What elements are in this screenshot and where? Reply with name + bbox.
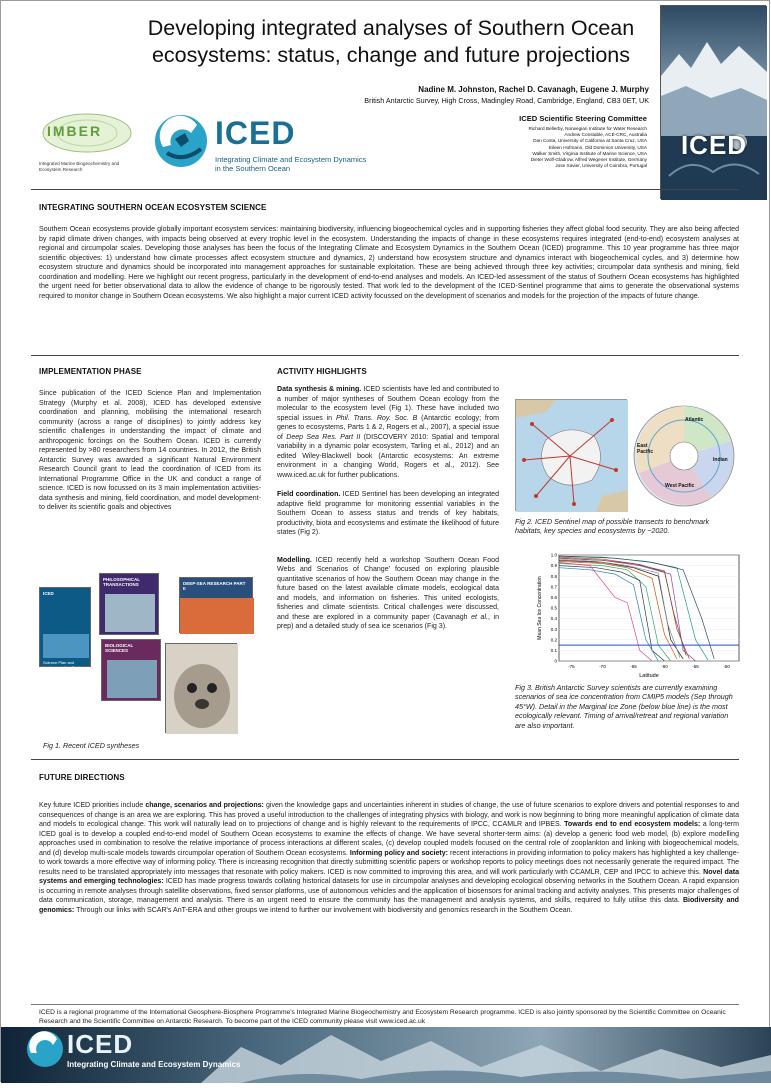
book-photo [43, 634, 89, 658]
committee-member: Eileen Hofmann, Old Dominion University, USA [548, 144, 647, 150]
iced-emblem-icon [153, 111, 213, 171]
imber-subtitle-1: Integrated Marine Biogeochemistry and [39, 161, 120, 166]
activity-data-synthesis [277, 385, 499, 480]
committee-member: Walker Smith, Virginia Institute of Marine Science, USA [532, 150, 647, 156]
steering-committee [471, 114, 647, 169]
divider [31, 189, 739, 190]
iced-photo-label: ICED [680, 130, 748, 160]
iced-logo-subtitle-2: in the Southern Ocean [215, 164, 291, 173]
text: Key future ICED priorities include [39, 802, 146, 809]
activity-body [277, 385, 499, 632]
lead-term: Data synthesis & mining. [277, 386, 362, 393]
text: , in prep) and a detailed study of sea ice scenarios (Fig 3). [277, 613, 499, 630]
y-tick-label: 0.5 [550, 605, 557, 611]
implementation-heading: IMPLEMENTATION PHASE [39, 367, 142, 376]
activity-field-coordination [277, 490, 499, 538]
text: Through our links with SCAR's AnT-ERA and other groups we intend to further our involvement with biodiversity and genomics research in the Southern Ocean. [74, 906, 573, 914]
fig3-caption: Fig 3. British Antarctic Survey scientists are currently examining scenarios of sea ice concentration from CMIP5 models (Sep through 45°W). Detail in the Marginal Ice Zone (below blue line) is the most ecologically relevant. Timing of arrival/retreat and regional variation are also important. [515, 683, 733, 730]
text: ICED Sentinel has been developing an integrated adaptive field programme for monitoring essential variables in the Southern Ocean to assess status and trends of key habitats, productivity, biota and ecosystems and estimate the likelihood of future states (Fig 2). [277, 491, 500, 536]
bottom-banner [1, 1027, 771, 1083]
divider [31, 355, 739, 356]
committee-member: Dan Costa, University of California at Santa Cruz, USA [533, 138, 647, 144]
fig3-chart [515, 551, 745, 679]
x-tick-label: -65 [630, 664, 637, 669]
book-title: PHILOSOPHICAL TRANSACTIONS [103, 577, 140, 587]
iced-logo-subtitle [215, 155, 366, 173]
committee-member: Andrew Constable, ACE-CRC, Australia [564, 132, 647, 138]
text: given the knowledge gaps and uncertainties inherent in studies of change, the use of future scenarios to explore drivers and potential responses to and consequences of change is an area we are exploring. This has proved a useful introduction to the challenges of integrating physics with biology, and work is now beginning to bring more meaningful application of climate data and models to ecological change. This work will naturally lead on to projections of change and is highly relevant to the requirements of IPCC, CCAMLR and IPBES. [39, 802, 739, 828]
activity-heading: ACTIVITY HIGHLIGHTS [277, 367, 367, 376]
x-tick-label: -50 [723, 664, 730, 669]
text: ICED scientists have led and contributed to a number of major syntheses of Southern Ocean ecology from the molecular to the ecosystem level (Fig 1). These have included two special issues in [277, 386, 499, 422]
ice-landscape-image [661, 6, 767, 200]
lead-term: Field coordination. [277, 491, 341, 498]
sector-label: Atlantic [685, 417, 704, 423]
text: ICED recently held a workshop 'Southern Ocean Food Webs and Scenarios of Change' focused on exploring plausible quantitative scenarios of how the Southern Ocean may change in the future based on the latest available climate models, ecological data and models, and information on fisheries. This united ecologists, fisheries and climate scientists. Critical challenges were discussed, and these are explored in a community paper (Cavanagh [277, 556, 499, 621]
fig1-book-collage [39, 573, 271, 738]
seal-photo [165, 643, 237, 733]
book-title: ICED [43, 591, 54, 596]
imber-logo [39, 113, 154, 179]
banner-iced-wordmark: ICED [67, 1029, 134, 1059]
y-tick-label: 0.4 [550, 616, 557, 622]
y-tick-label: 0.2 [550, 637, 557, 643]
book-photo [180, 598, 254, 634]
footnote: ICED is a regional programme of the International Geosphere-Biosphere Programme's Integrated Marine Biogeochemistry and Ecosystem Research programme. ICED is also jointly sponsored by the Scientific Committee on Oceanic Research and the Scientific Committee on Antarctic Research. To become part of the ICED community please visit www.iced.ac.uk [39, 1009, 726, 1025]
text: recent interactions in providing information to policy makers has highlighted a key challenge- to work towards a more effective way of informing policy. There is increasing recognition that directly submitting scientific papers or workshop reports to policy meetings does not necessarily generate the required impact. The results need to be translated appropriately into messages that resonate with policy makers. ICED is now committed to improving this area, and will work particularly with CCAMLR, CEP and IPCC to achieve this. [39, 849, 739, 876]
sector-label: East Pacific [637, 443, 654, 455]
book-cover [179, 577, 253, 633]
banner-tagline: Integrating Climate and Ecosystem Dynamics [67, 1060, 241, 1069]
journal-name: Phil. Trans. Roy. Soc. B [335, 414, 418, 422]
fig2-transect-map [515, 399, 627, 511]
activity-modelling [277, 556, 499, 632]
book-subtitle: Science Plan and Implementation Strategy [43, 660, 87, 670]
text: (Antarctic ecology; from genes to ecosystems, Parts 1 & 2, Rogers et al., 2007), a special issue of [277, 414, 499, 441]
future-heading: FUTURE DIRECTIONS [39, 773, 125, 782]
iced-photo-panel [660, 5, 766, 199]
y-axis-label: Mean Sea Ice Concentration [537, 576, 543, 640]
text-italic: et al. [471, 613, 488, 621]
authors: Nadine M. Johnston, Rachel D. Cavanagh, Eugene J. Murphy [418, 85, 649, 94]
page-title [101, 15, 681, 69]
fig2-caption: Fig 2. ICED Sentinel map of possible transects to benchmark habitats, key species and ecosystems by ~2020. [515, 517, 710, 536]
book-photo [105, 594, 155, 632]
title-line-1: Developing integrated analyses of Southern Ocean [147, 16, 635, 40]
committee-heading: ICED Scientific Steering Committee [519, 114, 647, 123]
y-tick-label: 0.3 [550, 626, 557, 632]
affiliation: British Antarctic Survey, High Cross, Madingley Road, Cambridge, England, CB3 0ET, UK [364, 96, 649, 105]
committee-member: Dieter Wolf-Gladrow, Alfred Wegener Institute, Germany [530, 157, 647, 163]
y-tick-label: 1.0 [550, 552, 557, 558]
sea-ice-chart [515, 551, 745, 679]
intro-body: Southern Ocean ecosystems provide globally important ecosystem services: maintaining biodiversity, influencing biogeochemical cycles and in supporting fisheries they affect global food security. They are also being affected by rapid climate driven changes, with impacts being observed at every trophic level in the ecosystem. Understanding the impacts of change in these ecosystems requires integrated (end-to-end) ecosystem analyses at regional and circumpolar scales. Developing those analyses has been the focus of the Integrating Climate and Ecosystem Dynamics in the Southern Ocean (ICED) programme. This 10 year programme has three major scientific objectives: 1) understand how climate processes affect ecosystem structure and dynamics, 2) understand how ecosystem structure and dynamics interact with biogeochemical cycles, and 3) determine how ecosystem structure and dynamics should be incorporated into management approaches for sustainable exploitation. These are being achieved through three key activities; circumpolar data synthesis and mining, field coordination and modelling. Here we highlight our recent progress, particularly in the development of end-to-end analyses and models. An ICED-led assessment of the status of Southern Ocean ecosystems has highlighted the urgent need for better observational data to allow the evidence of change to be rigorously tested. That work led to the development of the ICED-Sentinel programme that aims to generate the observational systems required to monitor change in Southern Ocean ecosystems. We also highlight a major current ICED activity focussed on the development of scenarios and models for the projection of the impacts of future change. [39, 226, 739, 300]
fig1-caption: Fig 1. Recent ICED syntheses [43, 741, 140, 750]
iced-logo-subtitle-1: Integrating Climate and Ecosystem Dynamics [215, 155, 367, 164]
y-tick-label: 0.1 [550, 648, 557, 653]
book-cover [39, 587, 91, 670]
x-tick-label: -55 [692, 664, 699, 669]
divider [31, 759, 739, 760]
x-axis [568, 664, 730, 669]
x-axis-label: Latitude [639, 673, 659, 679]
y-tick-label: 0.6 [550, 595, 557, 600]
committee-member: Richard Bellerby, Norwegian Institute for Water Research [528, 126, 647, 131]
title-line-2: ecosystems: status, change and future projections [151, 43, 631, 67]
x-tick-label: -60 [661, 664, 668, 669]
journal-name: Deep Sea Res. Part II [286, 433, 361, 441]
fig2-sector-map [631, 403, 737, 509]
x-tick-label: -75 [568, 664, 575, 669]
lead-term: Modelling. [277, 556, 312, 564]
book-title: BIOLOGICAL SCIENCES [105, 643, 134, 653]
y-tick-label: 0.9 [550, 563, 557, 569]
text: a long-term ICED goal is to develop a coupled end-to-end model of Southern Ocean ecosystems to examine the effects of change. We have several shorter-term aims: (a) develop a generic food web model, (b) explore modelling approaches used in combination to resolve the relative importance of process interactions at different scales, (c) develop coupled models focused on the central role of zooplankton and linking with biogeochemical models, and (d) develop multi-scale models towards circumpolar operation of Southern Ocean ecosystems. [39, 821, 739, 857]
imber-subtitle-2: Ecosystem Research [39, 167, 83, 172]
iced-logo [153, 109, 403, 183]
divider [31, 1004, 739, 1005]
lead-term: Biodiversity and genomics: [39, 897, 739, 914]
y-tick-label: 0 [554, 658, 557, 664]
antarctic-map-image [516, 400, 628, 512]
committee-member: Jose Xavier, University of Coimbra, Portugal [555, 163, 647, 169]
sector-label: West Pacific [665, 483, 695, 489]
imber-wordmark: IMBER [47, 123, 103, 139]
x-tick-label: -70 [599, 664, 606, 669]
implementation-body: Since publication of the ICED Science Plan and Implementation Strategy (Murphy et al. 2008), ICED has developed extensive coordination and planning, mobilising the international research community (across a range of disciplines) to jointly address key scientific challenges in understanding the impact of climate and anthropogenic forcings on the Southern Ocean. ICED is currently represented by >80 researchers from 14 countries. In 2012, the British Antarctic Survey was awarded a significant Natural Environment Research Council grant to lead the coordination of ICED from its International Programme Office in the UK and conduct a range of science. ICED is now focussed on its 3 main implementation activities- data synthesis and mining, field coordination, and model development- to deliver its scientific goals and objectives [39, 390, 261, 511]
lead-term: Informing policy and society: [349, 849, 449, 857]
y-tick-label: 0.7 [550, 584, 557, 590]
lead-term: Towards end to end ecosystem models: [564, 821, 701, 828]
book-title: DEEP-SEA RESEARCH PART II [183, 581, 246, 591]
y-tick-label: 0.8 [550, 573, 557, 579]
lead-term: Novel data systems and emerging technologies: [39, 868, 739, 885]
iced-wordmark: ICED [215, 115, 296, 151]
sector-map-image [631, 403, 737, 509]
imber-subtitle [39, 161, 119, 173]
seal-image [166, 644, 238, 734]
text: ICED has made progress towards collating historical datasets for use in circumpolar analyses and developing ecological observing networks in the Southern Ocean. A rapid expansion is occurring in remote analyses through satellite observations, fixed sensor platforms, use of autonomous vehicles and the application of biosensors for animal tracking and activity analyses. This presents major challenges of data communication, storage, management and analysis. There is an urgent need to ensure the community has the management and analysis systems, and skills, required to fully utilise this data. [39, 878, 739, 904]
lead-term: change, scenarios and projections: [145, 802, 264, 809]
book-photo [107, 660, 157, 698]
sector-label: Indian [713, 457, 728, 463]
book-cover [101, 639, 161, 701]
intro-heading: INTEGRATING SOUTHERN OCEAN ECOSYSTEM SCIENCE [39, 203, 267, 212]
future-body [39, 801, 739, 915]
book-cover [99, 573, 159, 635]
text: (DISCOVERY 2010: Spatial and temporal variability in a dynamic polar ecosystem, Tarling et al., 2012) and an edited Wiley-Blackwell book (Antarctic ecosystems: An extreme environment in a changing World, Rogers et al., 2012). See www.iced.ac.uk for further publications. [277, 433, 500, 479]
